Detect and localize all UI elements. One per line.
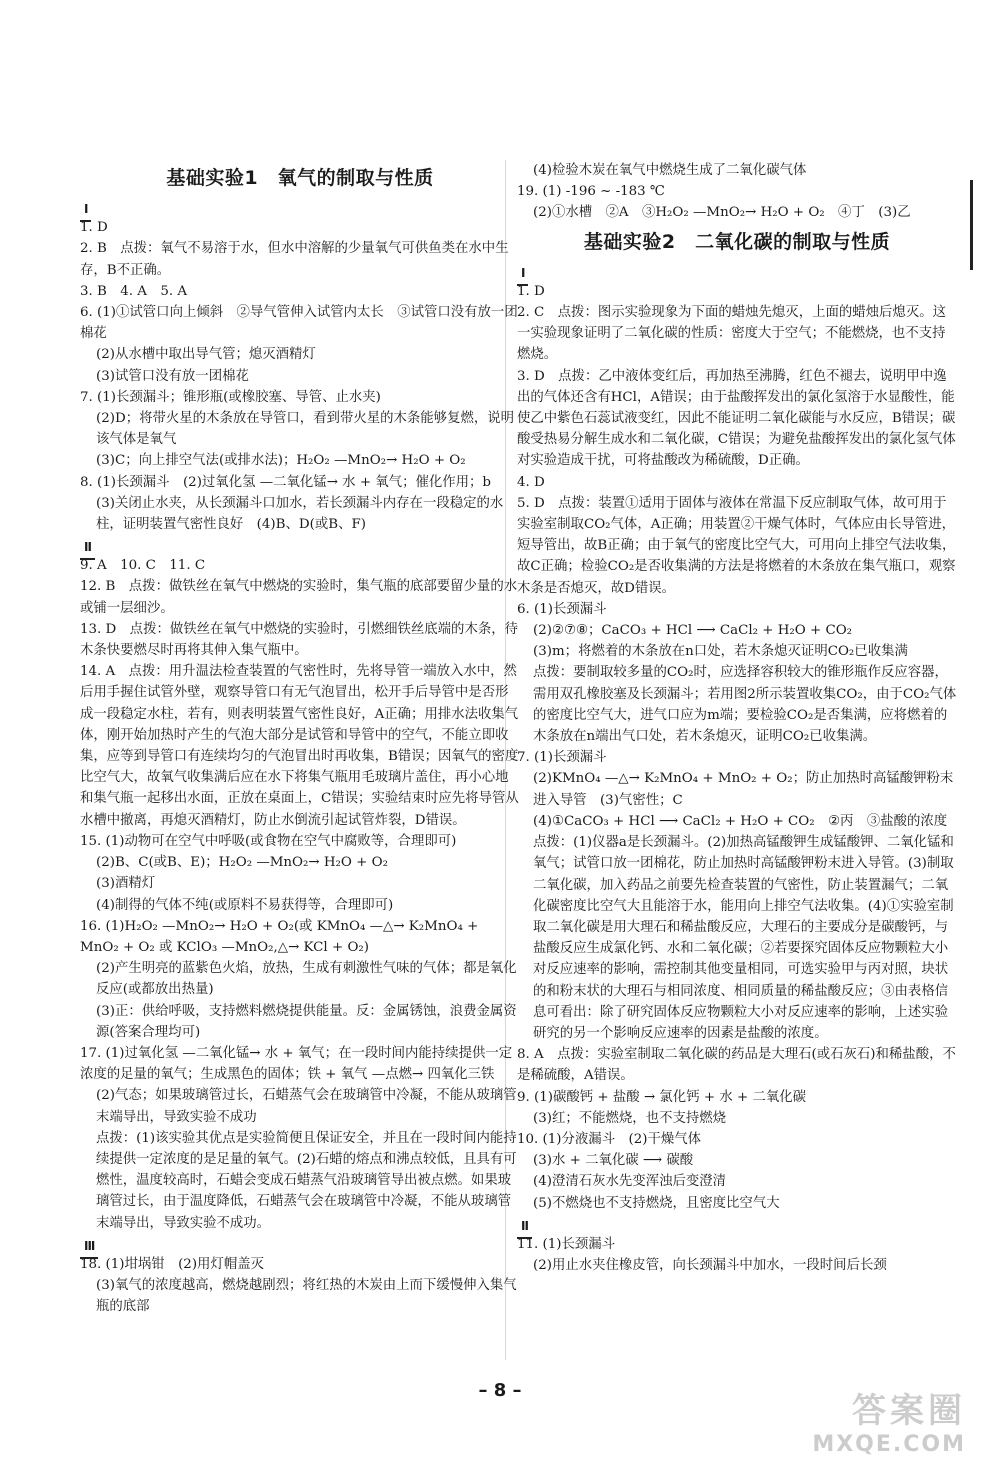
answer-line: 16. (1)H₂O₂ —MnO₂→ H₂O + O₂(或 KMnO₄ —△→ K₂MnO₄ + MnO₂ + O₂ 或 KClO₃ —MnO₂,△→ KCl + O₂) [80,918,479,955]
answer-line: 5. D 点拨：装置①适用于固体与液体在常温下反应制取气体，故可用于实验室制取CO₂气体，A正确；用装置②干燥气体时，气体应由长导管进，短导管出，故B正确；由于氧气的密度比空气大，可用向上排空气法收集，故C正确；检验CO₂是否收集满的方法是将燃着的木条放在集气瓶口，观察木条是否熄灭，故D错误。 [517,495,956,596]
answer-line: (2)B、C(或B、E)；H₂O₂ —MnO₂→ H₂O + O₂ [96,855,388,871]
level-marker-1: I [80,199,520,217]
level-marker-3: III [80,1236,520,1254]
answer-line: (2)D；将带火星的木条放在导管口，看到带火星的木条能够复燃，说明该气体是氧气 [96,411,515,448]
answer-line: (3)酒精灯 [96,876,156,892]
answer-line: 14. A 点拨：用升温法检查装置的气密性时，先将导管一端放入水中，然后用手握住试管外壁，观察导管口有无气泡冒出，松开手后导管中是否形成一段稳定水柱，若有，则表明装置气密性良好，A正确；用排水法收集气体，刚开始加热时产生的气泡大部分是试管和导管中的空气，不能立即收集，应等到导管口有连续均匀的气泡冒出时再收集，B错误；因氧气的密度比空气大，故氧气收集满后应在水下将集气瓶用毛玻璃片盖住，再小心地和集气瓶一起移出水面，正放在桌面上，C错误；实验结束时应先将导管从水槽中撤离，再熄灭酒精灯，防止水倒流引起试管炸裂，D错误。 [80,664,519,828]
answer-line: (2)②⑦⑧；CaCO₃ + HCl ⟶ CaCl₂ + H₂O + CO₂ [533,623,853,639]
answer-line: 15. (1)动物可在空气中呼吸(或食物在空气中腐败等，合理即可) [80,833,457,849]
answer-line: (4)澄清石灰水先变浑浊后变澄清 [533,1174,727,1190]
answer-line: 18. (1)坩埚钳 (2)用灯帽盖灭 [80,1256,265,1272]
answer-line: 9. A 10. C 11. C [80,558,206,574]
answer-line: 17. (1)过氧化氢 —二氧化锰→ 水 + 氧气；在一段时间内能持续提供一定浓度的足量的氧气；生成黑色的固体；铁 + 氧气 —点燃→ 四氧化三铁 [80,1045,513,1083]
section-title-experiment-2: 基础实验2 二氧化碳的制取与性质 [583,230,891,253]
answer-line: (2)产生明亮的蓝紫色火焰，放热，生成有刺激性气味的气体；都是氧化反应(或都放出热量) [96,961,517,998]
answer-line: 13. D 点拨：做铁丝在氧气中燃烧的实验时，引燃细铁丝底端的木条，待木条快要燃尽时再将其伸入集气瓶中。 [80,621,519,659]
items-group-b [517,1234,957,1276]
items-group-c [80,1254,520,1318]
answer-line: (3)红；不能燃烧，也不支持燃烧 [533,1110,727,1126]
answer-line: 4. D [517,474,545,490]
left-column [80,160,520,1317]
answer-line: (2)气态；如果玻璃管过长，石蜡蒸气会在玻璃管中冷凝，不能从玻璃管末端导出，导致实验不成功 [96,1088,517,1125]
right-column [517,160,957,1276]
answer-line: (3)C；向上排空气法(或排水法)；H₂O₂ —MnO₂→ H₂O + O₂ [96,453,466,469]
level-marker-2: II [80,537,520,555]
margin-rule [970,180,973,270]
answer-line: (3)水 + 二氧化碳 ⟶ 碳酸 [533,1153,694,1169]
answer-line: 11. (1)长颈漏斗 [517,1236,616,1252]
answer-line: 12. B 点拨：做铁丝在氧气中燃烧的实验时，集气瓶的底部要留少量的水或铺一层细沙。 [80,579,518,616]
answer-line: 8. (1)长颈漏斗 (2)过氧化氢 —二氧化锰→ 水 + 氧气；催化作用；b [80,474,491,490]
answer-line: (3)试管口没有放一团棉花 [96,368,249,384]
answer-line: (4)制得的气体不纯(或原料不易获得等，合理即可) [96,897,394,913]
answer-line: (4)①CaCO₃ + HCl ⟶ CaCl₂ + H₂O + CO₂ ②丙 ③盐酸的浓度 [533,813,948,829]
items-group-b [80,555,520,1234]
answer-line: (3)关闭止水夹，从长颈漏斗口加水，若长颈漏斗内存在一段稳定的水柱，证明装置气密性良好 (4)B、D(或B、F) [96,495,504,533]
answer-line: 10. (1)分液漏斗 (2)干燥气体 [517,1131,702,1147]
answer-line: (2)用止水夹住橡皮管，向长颈漏斗中加水，一段时间后长颈 [533,1257,887,1273]
answer-line: 点拨：(1)该实验其优点是实验简便且保证安全，并且在一段时间内能持续提供一定浓度的是足量的氧气。(2)石蜡的熔点和沸点较低，且具有可燃性，温度较高时，石蜡会变成石蜡蒸气沿玻璃管导出被点燃。如果玻璃管过长，由于温度降低，石蜡蒸气会在玻璃管中冷凝，不能从玻璃管末端导出，导致实验不成功。 [96,1130,517,1231]
answer-line: 2. C 点拨：图示实验现象为下面的蜡烛先熄灭，上面的蜡烛后熄灭。这一实验现象证明了二氧化碳的性质：密度大于空气；不能燃烧，也不支持燃烧。 [517,305,946,363]
answer-line: (2)KMnO₄ —△→ K₂MnO₄ + MnO₂ + O₂；防止加热时高锰酸钾粉末进入导管 (3)气密性；C [533,771,954,808]
answer-line: 3. B 4. A 5. A [80,283,188,299]
items-group-a [517,281,957,1214]
watermark-logo: 答案圈 MXQE.COM [812,1391,966,1457]
answer-line: (2)从水槽中取出导气管；熄灭酒精灯 [96,347,316,363]
answer-line: 1. D [80,220,108,236]
section-title-experiment-1: 基础实验1 氧气的制取与性质 [166,167,434,189]
answer-line: (5)不燃烧也不支持燃烧，且密度比空气大 [533,1195,780,1211]
answer-line: 2. B 点拨：氧气不易溶于水，但水中溶解的少量氧气可供鱼类在水中生存，B不正确。 [80,241,509,278]
items-group-a [80,217,520,535]
answer-line: (3)氧气的浓度越高，燃烧越剧烈；将红热的木炭由上而下缓慢伸入集气瓶的底部 [96,1277,517,1315]
answer-line: 9. (1)碳酸钙 + 盐酸 → 氯化钙 + 水 + 二氧化碳 [517,1089,807,1105]
answer-line: 19. (1) -196 ~ -183 ℃ [517,184,665,200]
answer-line: 点拨：(1)仪器a是长颈漏斗。(2)加热高锰酸钾生成锰酸钾、二氧化锰和氧气；试管口放一团棉花，防止加热时高锰酸钾粉末进入导管。(3)制取二氧化碳，加入药品之前要先检查装置的气密性，防止装置漏气；二氧化碳密度比空气大且能溶于水，能用向上排空气法收集。(4)①实验室制取二氧化碳是用大理石和稀盐酸反应，大理石的主要成分是碳酸钙，与盐酸反应生成氯化钙、水和二氧化碳；②若要探究固体反应物颗粒大小对反应速率的影响，需控制其他变量相同，可选实验甲与丙对照，块状的和粉末状的大理石与相同浓度、相同质量的稀盐酸反应；③由表格信息可看出：除了研究固体反应物颗粒大小对反应速率的影响，上述实验研究的另一个影响反应速率的因素是盐酸的浓度。 [533,835,954,1041]
level-marker-2: II [517,1216,957,1234]
answer-line: (4)检验木炭在氧气中燃烧生成了二氧化碳气体 [533,163,807,178]
items-group-top [517,160,957,224]
level-marker-1: I [517,263,957,281]
answer-line: 7. (1)长颈漏斗；锥形瓶(或橡胶塞、导管、止水夹) [80,389,381,405]
answer-line: (2)①水槽 ②A ③H₂O₂ —MnO₂→ H₂O + O₂ ④丁 (3)乙 [533,205,911,221]
answer-line: 点拨：要制取较多量的CO₂时，应选择容积较大的锥形瓶作反应容器，需用双孔橡胶塞及长颈漏斗；若用图2所示装置收集CO₂，由于CO₂气体的密度比空气大，进气口应为m端；要检验CO₂是否集满，应将燃着的木条放在n端出气口处，若木条熄灭，证明CO₂已收集满。 [533,665,957,745]
answer-line: 6. (1)长颈漏斗 [517,601,607,617]
answer-line: (3)m；将燃着的木条放在n口处，若木条熄灭证明CO₂已收集满 [533,644,908,660]
answer-line: (3)正：供给呼吸，支持燃料燃烧提供能量。反：金属锈蚀，浪费金属资源(答案合理均可) [96,1003,517,1040]
answer-line: 3. D 点拨：乙中液体变红后，再加热至沸腾，红色不褪去，说明甲中逸出的气体还含有HCl，A错误；由于盐酸挥发出的氯化氢溶于水显酸性，能使乙中紫色石蕊试液变红，因此不能证明二氧化碳能与水反应，B错误；碳酸受热易分解生成水和二氧化碳，C错误；为避免盐酸挥发出的氯化氢气体对实验造成干扰，可将盐酸改为稀硫酸，D正确。 [517,368,956,469]
answer-line: 8. A 点拨：实验室制取二氧化碳的药品是大理石(或石灰石)和稀盐酸，不是稀硫酸，A错误。 [517,1047,956,1084]
page-number: – 8 – [478,1380,522,1401]
answer-line: 1. D [517,283,545,299]
answer-line: 7. (1)长颈漏斗 [517,750,607,766]
answer-line: 6. (1)①试管口向上倾斜 ②导气管伸入试管内太长 ③试管口没有放一团棉花 [80,305,518,342]
